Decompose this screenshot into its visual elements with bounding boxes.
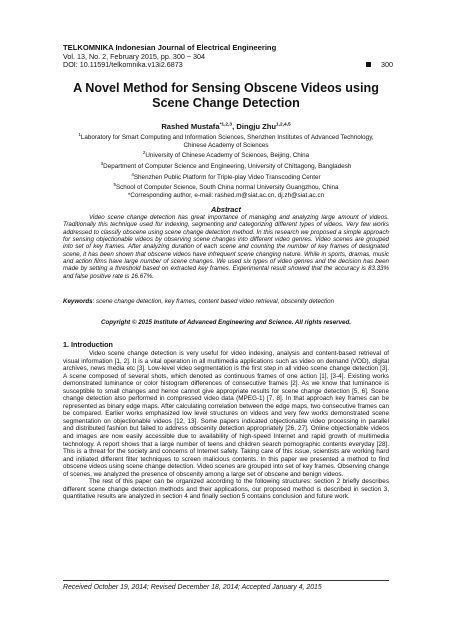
affiliation-2-text: University of Chinese Academy of Sciences, Beijing, China xyxy=(145,152,310,160)
affiliation-3-text: Department of Computer Science and Engineering, University of Chittagong, Bangladesh xyxy=(103,163,352,171)
square-bullet-icon xyxy=(366,62,371,67)
introduction-body xyxy=(63,350,389,501)
section-heading-introduction: 1. Introduction xyxy=(63,340,113,349)
title-line-1: A Novel Method for Sensing Obscene Videos using xyxy=(73,81,379,95)
affiliation-1b: Chinese Academy of Sciences xyxy=(183,141,269,149)
affiliation-3-sup: 3 xyxy=(100,160,104,166)
author-2-sup: 1,2,4,5 xyxy=(276,122,291,128)
affiliation-3 xyxy=(40,160,412,171)
affiliation-1-text: Laboratory for Smart Computing and Information Sciences, Shenzhen Institutes of Advanced Technology, xyxy=(80,134,374,142)
keywords-text: : scene change detection, key frames, content based video retrieval, obscenity detection xyxy=(92,298,335,305)
introduction-paragraph-2: The rest of this paper can be organized according to the following structures: section 2 briefly describes different scene change detection methods and their applications, our proposed method is described in section 3, quantitative results are analyzed in section 4 and finally section 5 contains conclusion and future work. xyxy=(63,478,389,501)
author-separator: , xyxy=(232,122,237,131)
abstract-heading: Abstract xyxy=(211,205,241,214)
author-list xyxy=(40,122,412,131)
author-1: Rashed Mustafa xyxy=(161,122,220,131)
keywords xyxy=(63,298,389,305)
affiliation-5-text: School of Computer Science, South China normal University Guangzhou, China xyxy=(115,184,339,192)
affiliation-1 xyxy=(40,131,412,142)
abstract-text: Video scene change detection has great importance of managing and analyzing large amount of videos. Traditionally this technique used for indexing, segmenting and categorizing different types of videos. Very few works addressed to classify obscene using scene change detection method. In this research we proposed a simple approach for sensing objectionable videos by observing scene changes into different video genres. Video scenes are grouped into set of key frames. After analyzing duration of each scene and counting the number of key frames of designated scene, it has been shown that obscene videos have infrequent scene changing nature. While in sports, dramas, music and action films have large number of scene changes. We used six types of video genres and the decision has been made by setting a threshold based on extracted key frames. Experimental result showed that the accuracy is 83.33% and false positive rate is 16.67%. xyxy=(63,214,389,280)
author-1-sup: *1,2,3 xyxy=(219,122,233,128)
journal-header xyxy=(63,44,393,70)
journal-volume: Vol. 13, No. 2, February 2015, pp. 300 ~ 304 xyxy=(63,51,206,61)
affiliation-2-sup: 2 xyxy=(142,150,146,156)
affiliation-5-sup: 5 xyxy=(113,182,116,188)
journal-doi: DOI: 10.11591/telkomnika.v13i2.6873 xyxy=(63,60,183,70)
affiliation-1-sup: 1 xyxy=(78,132,81,137)
affiliation-2 xyxy=(40,149,412,160)
title-line-2: Scene Change Detection xyxy=(152,96,300,110)
copyright-notice: Copyright © 2015 Institute of Advanced Engineering and Science. All rights reserved. xyxy=(101,319,351,326)
affiliation-4 xyxy=(40,171,412,182)
introduction-paragraph-1: Video scene change detection is very useful for video indexing, analysis and content-based retrieval of visual information [1, 2]. It is a vital operation in all multimedia applications such as video on demand (VOD), digital archives, news media etc [3]. Low-level video segmentation is the first step in all video scene change detection [3]. A scene composed of several shots, which denoted as continuous frames of one action [1], [3-4]. Existing works demonstrated luminance or color histogram differences of consecutive frames [2]. As we know that luminance is susceptible to small changes and hence cannot give appropriate results for scene change detection [5, 6]. Scene change detection also performed in compressed video data (MPEG-1) [7, 8]. In that approach key frames can be represented as binary edge maps. After calculating correlation between the edge maps, two consecutive frames can be compared. Earlier works emphasized low level structures on videos and very few works demonstrated scene segmentation on objectionable videos [12, 13]. Some papers indicated objectionable video processing in parallel and distributed fashion but failed to address obscenity detection appropriately [26, 27]. Online objectionable videos and images are now easily accessible due to availability of high-speed Internet and rapid growth of multimedia technology. A report shows that a large number of teens and children search pornographic contents everyday [28]. This is a threat for the society and concerns of Internet safety. Taking care of this issue, scientists are working hard and initiated different filter techniques to screen malicious contents. In this paper we presented a method to find obscene videos using scene change detection. Video scenes are grouped into set of key frames. Observing change of scenes, we analyzed the presence of obscenity among a large set of obscene and benign videos. xyxy=(63,350,389,478)
paper-title xyxy=(50,81,402,111)
affiliation-4-text: Shenzhen Public Platform for Triple-play Video Transcoding Center xyxy=(133,173,321,181)
received-dates: Received October 19, 2014; Revised December 18, 2014; Accepted January 4, 2015 xyxy=(63,584,322,591)
corresponding-author: *Corresponding author, e-mail: rashed.m@siat.ac.cn, dj.zh@siat.ac.cn xyxy=(127,192,325,200)
page-number: 300 xyxy=(381,60,393,69)
keywords-label: Keywords xyxy=(63,298,93,305)
affiliations xyxy=(40,131,412,200)
affiliation-4-sup: 4 xyxy=(131,171,134,177)
page-number-block xyxy=(366,61,393,70)
author-2: Dingju Zhu xyxy=(236,122,276,131)
affiliation-5 xyxy=(40,181,412,192)
footer-divider xyxy=(63,580,389,581)
journal-name: TELKOMNIKA Indonesian Journal of Electrical Engineering xyxy=(63,43,277,52)
